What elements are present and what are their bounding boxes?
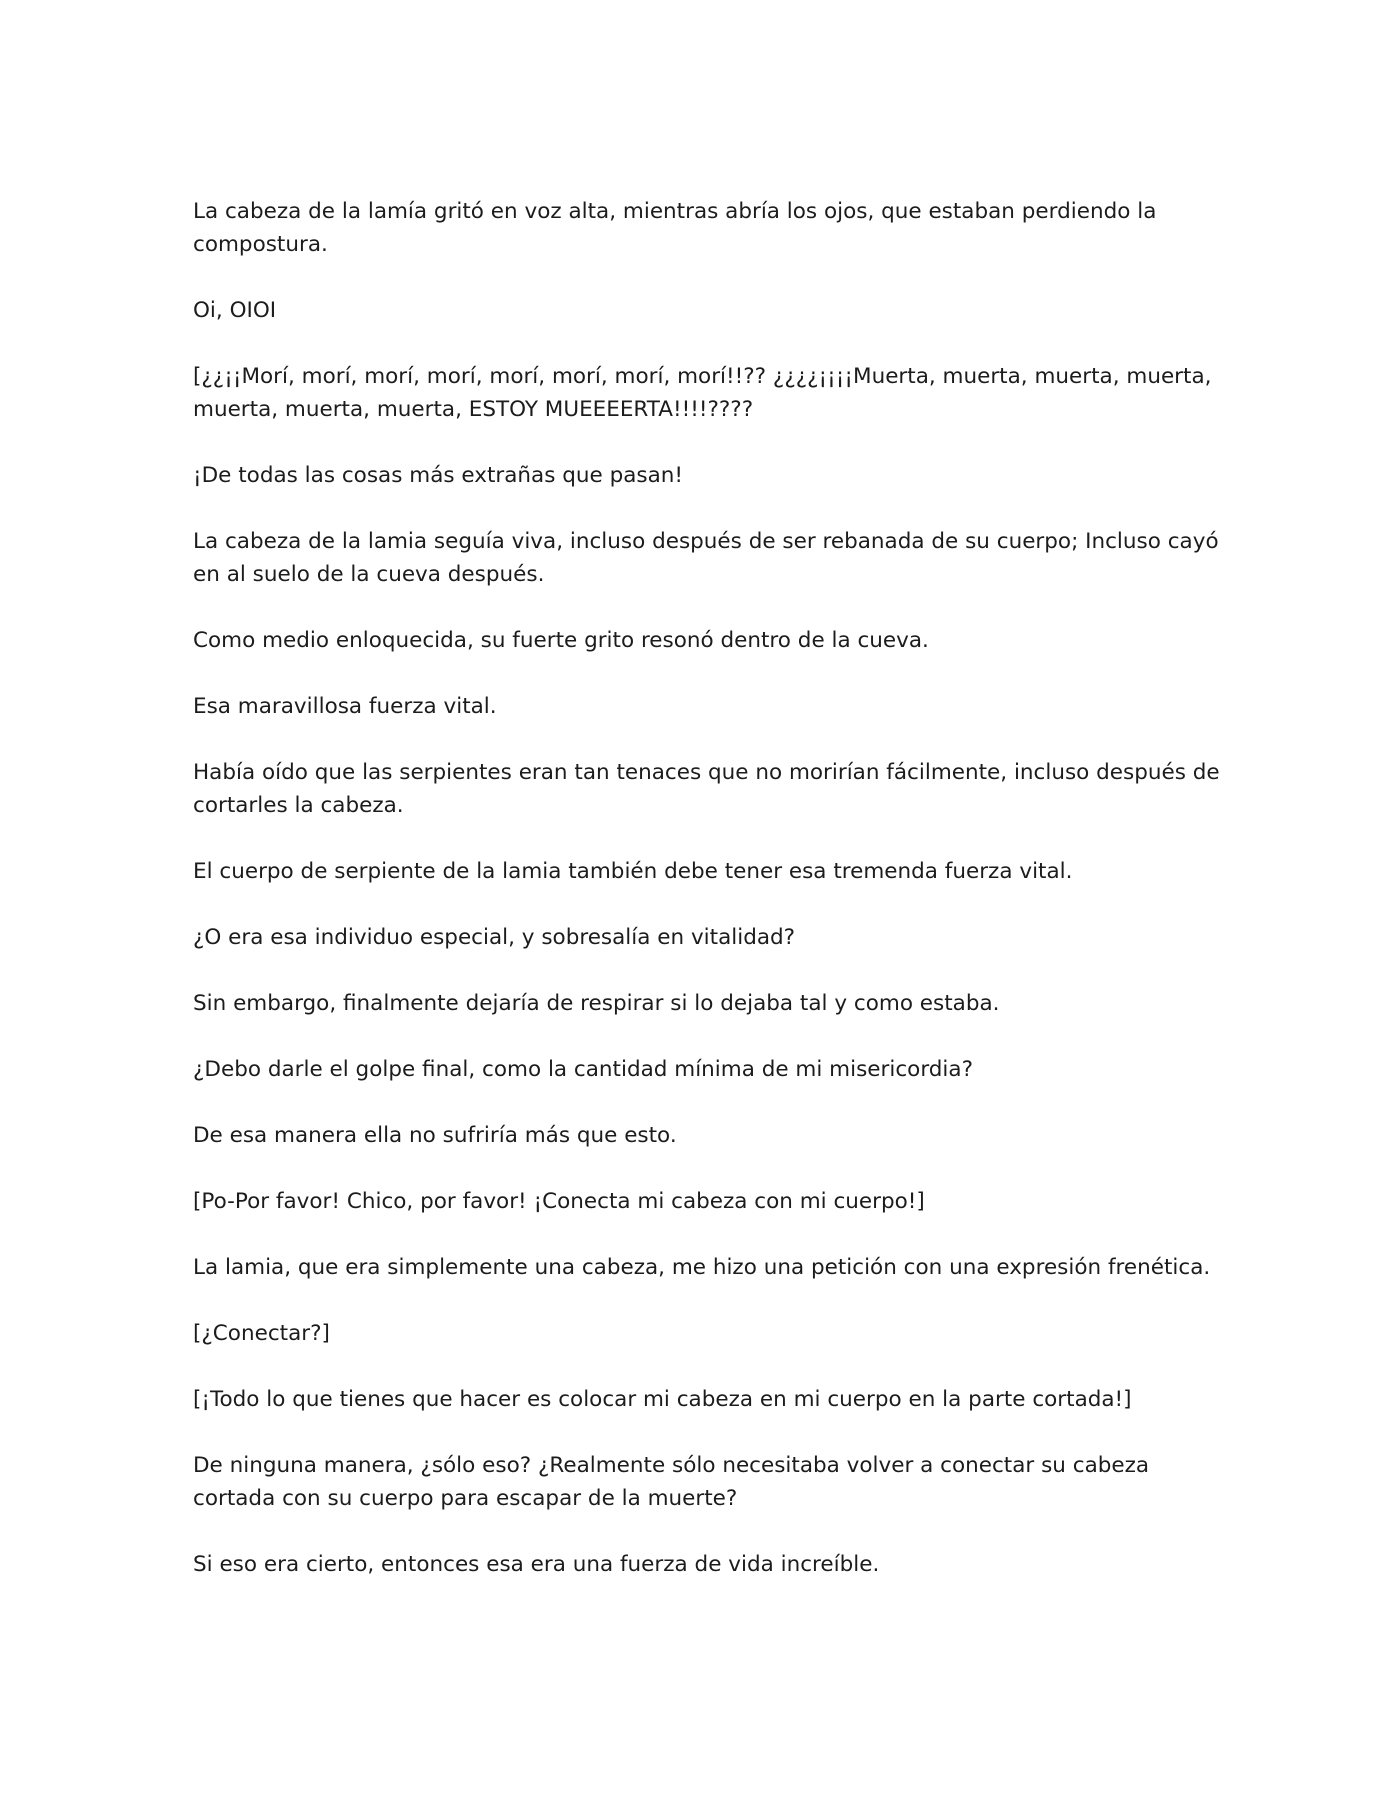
paragraph: ¡De todas las cosas más extrañas que pasan!	[193, 463, 684, 488]
paragraph: [¿¿¡¡Morí, morí, morí, morí, morí, morí, morí, morí!!?? ¿¿¿¿¡¡¡¡Muerta, muerta, muerta, muerta, muerta, muerta, muerta, ESTOY MUEEEERTA!!!!????	[193, 364, 1212, 422]
paragraph: ¿Debo darle el golpe final, como la cantidad mínima de mi misericordia?	[193, 1057, 973, 1082]
paragraph: [¡Todo lo que tienes que hacer es colocar mi cabeza en mi cuerpo en la parte cortada!]	[193, 1387, 1132, 1412]
document-body	[193, 195, 1223, 1614]
paragraph: Esa maravillosa fuerza vital.	[193, 694, 497, 719]
paragraph: La cabeza de la lamia seguía viva, incluso después de ser rebanada de su cuerpo; Incluso cayó en al suelo de la cueva después.	[193, 529, 1219, 587]
paragraph: [¿Conectar?]	[193, 1321, 330, 1346]
paragraph: [Po-Por favor! Chico, por favor! ¡Conecta mi cabeza con mi cuerpo!]	[193, 1189, 925, 1214]
paragraph: Si eso era cierto, entonces esa era una fuerza de vida increíble.	[193, 1552, 880, 1577]
paragraph: De esa manera ella no sufriría más que esto.	[193, 1123, 677, 1148]
paragraph: Oi, OIOI	[193, 298, 277, 323]
paragraph: De ninguna manera, ¿sólo eso? ¿Realmente sólo necesitaba volver a conectar su cabeza cortada con su cuerpo para escapar de la muerte?	[193, 1453, 1150, 1511]
paragraph: La lamia, que era simplemente una cabeza, me hizo una petición con una expresión frenética.	[193, 1255, 1211, 1280]
paragraph: Como medio enloquecida, su fuerte grito resonó dentro de la cueva.	[193, 628, 929, 653]
paragraph: La cabeza de la lamía gritó en voz alta, mientras abría los ojos, que estaban perdiendo la compostura.	[193, 199, 1157, 257]
paragraph: ¿O era esa individuo especial, y sobresalía en vitalidad?	[193, 925, 796, 950]
paragraph: Sin embargo, finalmente dejaría de respirar si lo dejaba tal y como estaba.	[193, 991, 1000, 1016]
paragraph: Había oído que las serpientes eran tan tenaces que no morirían fácilmente, incluso después de cortarles la cabeza.	[193, 760, 1220, 818]
paragraph: El cuerpo de serpiente de la lamia también debe tener esa tremenda fuerza vital.	[193, 859, 1073, 884]
